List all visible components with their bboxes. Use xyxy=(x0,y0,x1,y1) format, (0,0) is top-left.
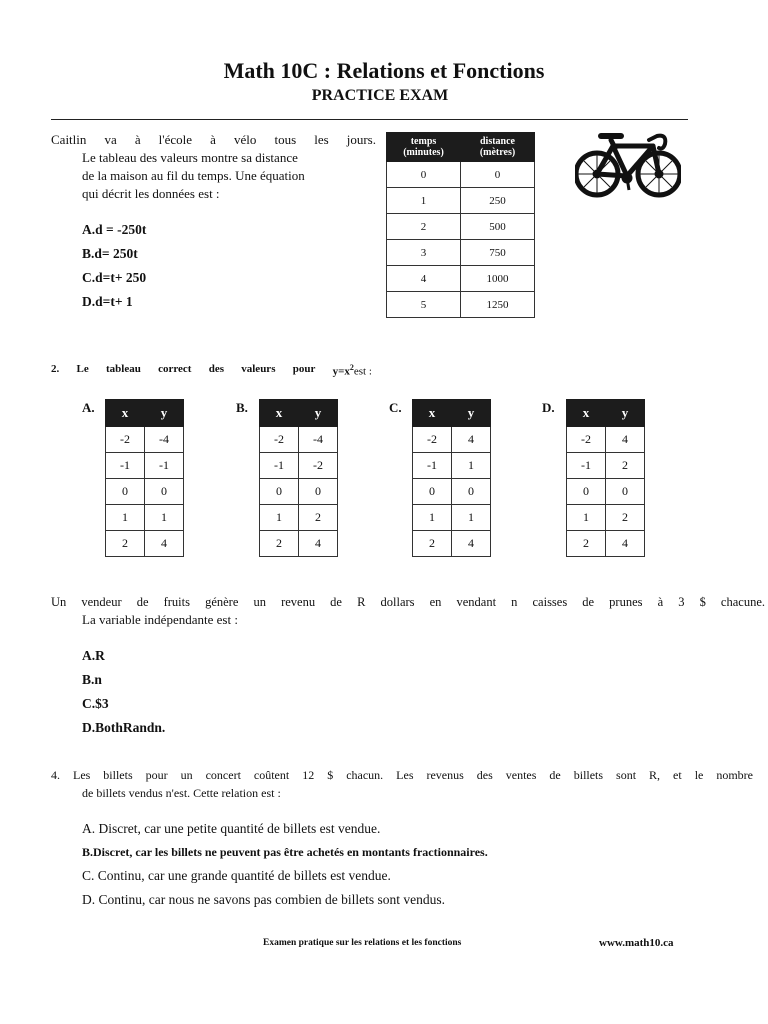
q1-line-2: Le tableau des valeurs montre sa distance xyxy=(82,150,298,165)
table-row: -2 4 xyxy=(567,427,645,453)
table-row xyxy=(387,162,535,188)
q1-table-header-time: temps (minutes) xyxy=(387,133,461,162)
table-row: 0 0 xyxy=(106,479,184,505)
table-row xyxy=(387,240,535,266)
q3-option-b: B.n xyxy=(82,672,102,687)
q1-line-1: Caitlin va à l'école à vélo tous les jours. xyxy=(51,132,376,147)
table-row: 0 0 xyxy=(567,479,645,505)
table-row xyxy=(387,292,535,318)
q4-line-2: de billets vendus n'est. Cette relation est : xyxy=(82,786,281,800)
q4-option-a: A. Discret, car une petite quantité de billets est vendue. xyxy=(82,821,381,836)
table-row: 2 4 xyxy=(260,531,338,557)
page-subtitle: PRACTICE EXAM xyxy=(311,87,449,104)
q1-table-header-distance: distance (mètres) xyxy=(461,133,535,162)
header-divider xyxy=(51,119,688,120)
table-cell: 1000 xyxy=(461,266,535,292)
table-row: -1 -2 xyxy=(260,453,338,479)
q3-line-1: Un vendeur de fruits génère un revenu de R dollars en vendant n caisses de prunes à 3 $ chacune. xyxy=(51,595,765,609)
table-row: 1 1 xyxy=(413,505,491,531)
q3-line-2: La variable indépendante est : xyxy=(82,612,238,627)
q4-option-c: C. Continu, car une grande quantité de billets est vendue. xyxy=(82,868,391,883)
q2-table-d: x y -2 4 -1 2 0 0 1 2 2 4 xyxy=(566,399,645,557)
q3-option-c: C.$3 xyxy=(82,696,109,711)
q1-option-b: B.d= 250t xyxy=(82,246,138,261)
q2-expression: $y=x^2est$ : xyxy=(332,363,372,378)
q2-table-c: x y -2 4 -1 1 0 0 1 1 2 4 xyxy=(412,399,491,557)
table-cell: 3 xyxy=(387,240,461,266)
table-row: -1 -1 xyxy=(106,453,184,479)
q1-option-a: A.d = -250t xyxy=(82,222,147,237)
table-row: -2 -4 xyxy=(106,427,184,453)
table-row: -2 -4 xyxy=(260,427,338,453)
table-row xyxy=(387,188,535,214)
table-row: 2 4 xyxy=(567,531,645,557)
q1-line-4: qui décrit les données est : xyxy=(82,186,220,201)
table-row: 2 4 xyxy=(413,531,491,557)
table-row: 0 0 xyxy=(413,479,491,505)
q4-option-b: B.Discret, car les billets ne peuvent pas être achetés en montants fractionnaires. xyxy=(82,845,488,859)
footer-exam-name: Examen pratique sur les relations et les fonctions xyxy=(263,938,462,948)
q2-option-c-letter: C. xyxy=(389,400,402,415)
q2-option-b-letter: B. xyxy=(236,400,248,415)
table-cell: 5 xyxy=(387,292,461,318)
table-cell: 0 xyxy=(461,162,535,188)
table-cell: 1250 xyxy=(461,292,535,318)
q2-number: 2. xyxy=(51,363,60,375)
table-row: 1 2 xyxy=(567,505,645,531)
table-cell: 2 xyxy=(387,214,461,240)
q3-option-a: A.R xyxy=(82,648,105,663)
q2-table-a: x y -2 -4 -1 -1 0 0 1 1 2 4 xyxy=(105,399,184,557)
table-row: -1 2 xyxy=(567,453,645,479)
table-row: -2 4 xyxy=(413,427,491,453)
footer-website: www.math10.ca xyxy=(599,937,674,949)
q1-distance-table xyxy=(386,132,535,318)
q1-option-c: C.d=t+ 250 xyxy=(82,270,147,285)
q3-option-d: D.BothRandn. xyxy=(82,720,166,735)
q1-option-d: D.d=t+ 1 xyxy=(82,294,133,309)
q4-line-1: 4. Les billets pour un concert coûtent 12 $ chacun. Les revenus des ventes de billets sont R, et le nombre xyxy=(51,768,753,782)
table-row: -1 1 xyxy=(413,453,491,479)
table-row xyxy=(387,214,535,240)
table-row: 2 4 xyxy=(106,531,184,557)
table-cell: 500 xyxy=(461,214,535,240)
bicycle-icon xyxy=(575,128,681,200)
table-cell: 4 xyxy=(387,266,461,292)
q2-option-d-letter: D. xyxy=(542,400,555,415)
table-cell: 750 xyxy=(461,240,535,266)
page-title: Math 10C : Relations et Fonctions xyxy=(223,58,545,83)
table-row xyxy=(387,266,535,292)
table-row: 0 0 xyxy=(260,479,338,505)
table-row: 1 1 xyxy=(106,505,184,531)
q1-line-3: de la maison au fil du temps. Une équation xyxy=(82,168,305,183)
table-row: 1 2 xyxy=(260,505,338,531)
q2-prompt: 2. Le tableau correct des valeurs pour $y=x^2est$ : xyxy=(51,363,372,378)
q2-table-b: x y -2 -4 -1 -2 0 0 1 2 2 4 xyxy=(259,399,338,557)
table-cell: 0 xyxy=(387,162,461,188)
table-cell: 250 xyxy=(461,188,535,214)
q4-option-d: D. Continu, car nous ne savons pas combien de billets sont vendus. xyxy=(82,892,445,907)
q2-option-a-letter: A. xyxy=(82,400,95,415)
table-cell: 1 xyxy=(387,188,461,214)
